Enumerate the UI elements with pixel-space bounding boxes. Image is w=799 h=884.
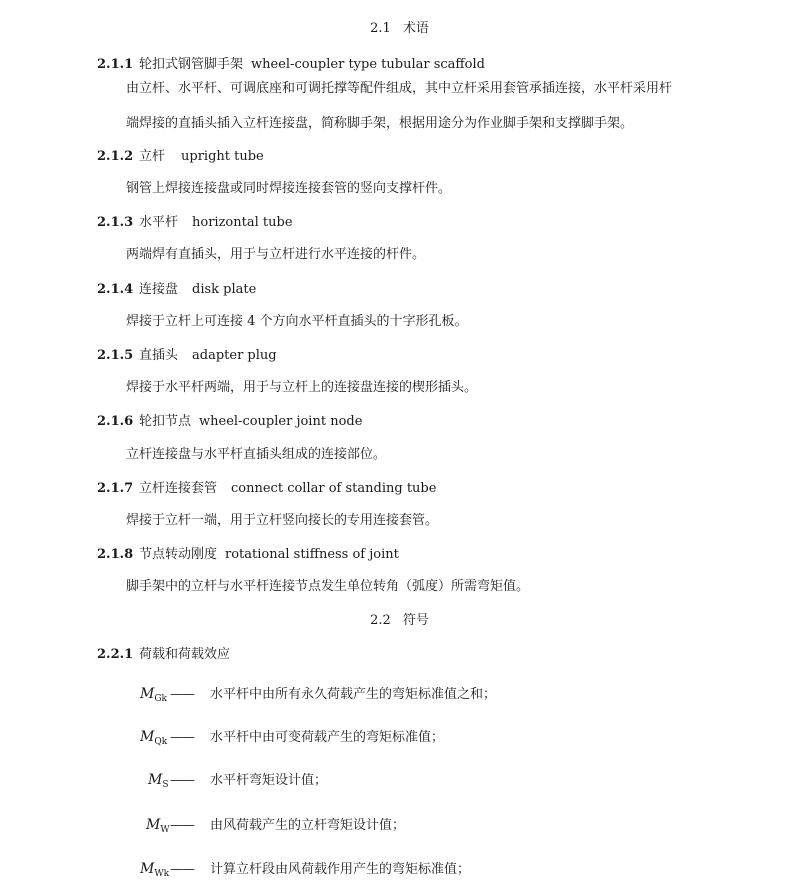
term-chinese: 立杆: [139, 149, 166, 164]
symbol: $M_W$: [146, 817, 170, 835]
section-heading: 术语: [402, 21, 429, 36]
term-heading-2-1-8: [97, 546, 399, 564]
symbol-dash: ——: [170, 730, 194, 745]
term-english: upright tube: [181, 149, 264, 164]
symbol-description: 水平杆中由所有永久荷载产生的弯矩标准值之和；: [210, 687, 497, 702]
symbol-dash: ——: [170, 773, 194, 788]
term-heading-2-1-4: [97, 281, 256, 299]
symbol: $M_{Gk}$: [140, 686, 167, 704]
term-definition-line: 钢管上焊接连接盘或同时焊接连接套管的竖向支撑杆件。: [126, 181, 452, 196]
term-number: 2.1.5: [97, 348, 134, 363]
term-definition-line: 两端焊有直插头，用于与立杆进行水平连接的杆件。: [126, 247, 426, 262]
symbol-dash: ——: [170, 687, 194, 702]
term-definition-line: 由立杆、水平杆、可调底座和可调托撑等配件组成，其中立杆采用套管承插连接，水平杆采用杆: [126, 81, 673, 96]
symbol-dash: ——: [170, 818, 194, 833]
term-chinese: 节点转动刚度: [139, 547, 218, 562]
term-english: horizontal tube: [192, 215, 293, 230]
term-definition-line: 焊接于立杆上可连接 4 个方向水平杆直插头的十字形孔板。: [126, 314, 468, 329]
term-english: adapter plug: [192, 348, 277, 363]
term-number: 2.1.3: [97, 215, 134, 230]
term-chinese: 轮扣节点: [139, 414, 192, 429]
term-definition-line: 焊接于水平杆两端，用于与立杆上的连接盘连接的楔形插头。: [126, 380, 478, 395]
term-definition-line: 立杆连接盘与水平杆直插头组成的连接部位。: [126, 447, 387, 462]
term-definition-line: 脚手架中的立杆与水平杆连接节点发生单位转角（弧度）所需弯矩值。: [126, 579, 530, 594]
term-number: 2.1.4: [97, 282, 134, 297]
symbol: $M_{Wk}$: [140, 861, 170, 879]
term-number: 2.1.8: [97, 547, 134, 562]
term-english: disk plate: [192, 282, 257, 297]
symbol-dash: ——: [170, 862, 194, 877]
term-chinese: 立杆连接套管: [139, 481, 218, 496]
symbol-row: [140, 685, 496, 708]
section-number: 2.2: [370, 613, 391, 628]
section-heading: 符号: [402, 613, 429, 628]
term-heading-2-1-7: [97, 480, 436, 498]
subsection-heading-2-2-1: [97, 646, 230, 664]
symbol: $M_S$: [148, 772, 169, 790]
symbol-row: [148, 771, 327, 794]
symbol-description: 计算立杆段由风荷载作用产生的弯矩标准值；: [210, 862, 471, 877]
symbol-description: 水平杆中由可变荷载产生的弯矩标准值；: [210, 730, 445, 745]
term-english: rotational stiffness of joint: [225, 547, 399, 562]
term-number: 2.1.2: [97, 149, 134, 164]
term-heading-2-1-2: [97, 148, 264, 166]
term-chinese: 直插头: [139, 348, 179, 363]
symbol-description: 由风荷载产生的立杆弯矩设计值；: [210, 818, 406, 833]
term-heading-2-1-3: [97, 214, 293, 232]
subsection-number: 2.2.1: [97, 647, 134, 662]
term-heading-2-1-6: [97, 413, 362, 431]
term-number: 2.1.1: [97, 57, 134, 72]
term-english: wheel-coupler type tubular scaffold: [251, 57, 485, 72]
term-definition-line: 端焊接的直插头插入立杆连接盘，简称脚手架，根据用途分为作业脚手架和支撑脚手架。: [126, 116, 634, 131]
term-number: 2.1.7: [97, 481, 134, 496]
term-chinese: 水平杆: [139, 215, 179, 230]
subsection-title: 荷载和荷载效应: [139, 647, 231, 662]
term-definition-line: 焊接于立杆一端，用于立杆竖向接长的专用连接套管。: [126, 513, 439, 528]
symbol-row: [146, 816, 405, 839]
term-number: 2.1.6: [97, 414, 134, 429]
term-chinese: 轮扣式钢管脚手架: [139, 57, 244, 72]
section-title-2-1: [0, 20, 799, 38]
term-english: wheel-coupler joint node: [199, 414, 363, 429]
term-heading-2-1-5: [97, 347, 277, 365]
section-number: 2.1: [370, 21, 391, 36]
section-title-2-2: [0, 612, 799, 630]
term-english: connect collar of standing tube: [231, 481, 437, 496]
term-chinese: 连接盘: [139, 282, 179, 297]
symbol: $M_{Qk}$: [140, 729, 168, 747]
symbol-description: 水平杆弯矩设计值；: [210, 773, 328, 788]
term-heading-2-1-1: [97, 56, 485, 74]
symbol-row: [140, 860, 470, 883]
symbol-row: [140, 728, 444, 751]
